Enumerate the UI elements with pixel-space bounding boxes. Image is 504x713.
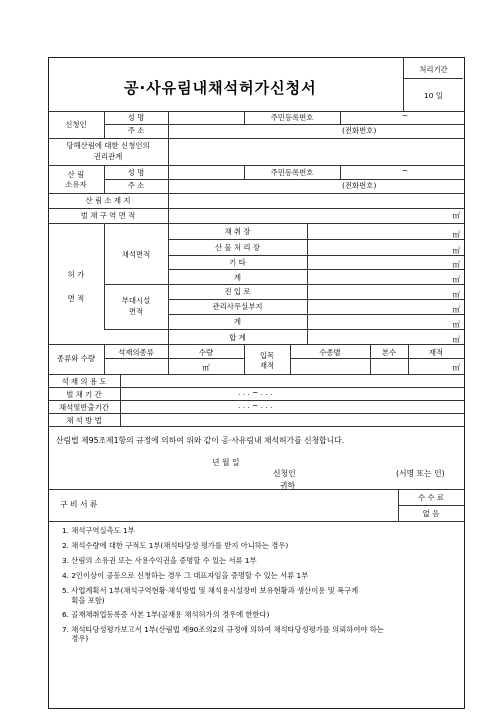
other-area-label: 기 타: [229, 258, 246, 267]
document-item: 7. 채석타당성평가보고서 1부(산림법 제90조의2의 규정에 의하여 채석타당성평가를 의뢰하여야 하는: [62, 624, 384, 634]
annex-subtotal-label: 계: [233, 317, 242, 326]
annex-area-label-line1: 부대시설: [121, 296, 151, 305]
permit-area-label-line2: 면 적: [67, 294, 85, 303]
stone-kind-header: 석재의종류: [118, 348, 154, 357]
kind-quantity-label: 종류와 수량: [56, 354, 96, 363]
forest-location-label: 산 림 소 재 지: [85, 196, 131, 205]
relation-label-line1: 당해산림에 대한 신청인의: [66, 141, 150, 150]
stone-processing-site-label: 산 물 처 리 장: [214, 243, 261, 252]
document-item: 6. 골재채취업등록증 사본 1부(골재용 채석허가의 경우에 한한다): [62, 609, 270, 619]
fee-label: 수 수 료: [417, 493, 445, 502]
cut-area-label: 벌 채 구 역 면 적: [80, 211, 136, 220]
tree-species-header: 수종별: [319, 348, 341, 357]
cut-area-unit: ㎡: [452, 211, 460, 220]
quarry-method-label: 채 석 방 법: [66, 416, 102, 425]
office-site-unit: ㎡: [452, 305, 460, 314]
application-statement: 산림법 제95조제1항의 규정에 의하여 위와 같이 공·사유림내 채석허가를 신청합니다.: [56, 436, 345, 445]
document-item: 2. 채석수량에 대한 구적도 1부(채석타당성 평가를 받지 아니하는 경우): [62, 541, 289, 550]
owner-label-line2: 소유자: [65, 180, 87, 189]
relation-label-line2: 권리관계: [93, 152, 123, 161]
cut-period-label: 벌 채 기 간: [66, 390, 102, 399]
sign-or-seal: (서명 또는 인): [396, 469, 445, 478]
quantity-unit: ㎡: [202, 363, 210, 372]
applicant-name-label: 성 명: [127, 113, 145, 122]
quantity-header: 수량: [198, 348, 214, 357]
standing-volume-label-line2: 재적: [259, 361, 275, 370]
document-item: 1. 채석구역실측도 1부: [62, 526, 135, 535]
document-item: 획을 포함): [62, 595, 105, 605]
owner-name-label: 성 명: [127, 168, 145, 177]
export-period-dates: . . . ~ . . .: [238, 401, 273, 410]
owner-resident-no-tilde: ~: [401, 166, 409, 175]
document-item: 4. 2인이상이 공동으로 신청하는 경우 그 대표자임을 증명할 수 있는 서류 1부: [62, 571, 309, 580]
applicant-resident-no-tilde: ~: [401, 111, 409, 120]
owner-resident-no-label: 주민등록번호: [270, 168, 314, 177]
volume-unit: ㎡: [452, 363, 460, 372]
recipient-label: 귀하: [280, 481, 296, 490]
other-area-unit: ㎡: [452, 260, 460, 269]
form-title: 공·사유림내채석허가신청서: [124, 79, 317, 97]
applicant-label: 신청인: [65, 120, 87, 129]
volume-header: 재적: [428, 348, 444, 357]
access-road-label: 진 입 로: [224, 287, 251, 296]
fee-value: 없 음: [422, 509, 440, 518]
applicant-resident-no-label: 주민등록번호: [270, 113, 314, 122]
document-item: 3. 산림의 소유권 또는 사용수익권을 증명할 수 있는 서류 1부: [62, 556, 257, 565]
export-period-label: 채석및반출기간: [59, 403, 109, 412]
quarry-site-label: 채 취 장: [224, 227, 251, 236]
total-area-label: 합 계: [229, 333, 246, 342]
stone-usage-label: 석 재 의 용 도: [61, 377, 107, 386]
quarry-subtotal-label: 계: [233, 273, 242, 282]
annex-subtotal-unit: ㎡: [452, 320, 460, 329]
stone-processing-site-unit: ㎡: [452, 246, 460, 255]
applicant-signature-label: 신청인: [273, 469, 296, 478]
cut-period-dates: . . . ~ . . .: [238, 388, 273, 397]
quarry-site-unit: ㎡: [452, 230, 460, 239]
owner-label-line1: 산 림: [67, 170, 85, 179]
quarry-subtotal-unit: ㎡: [452, 275, 460, 284]
document-item: 경우): [62, 634, 89, 643]
document-item: 5. 사업계획서 1부(채석구역현황·채석방법 및 채석용시설장비 보유현황과 생산이용 및 복구계: [62, 586, 359, 595]
processing-period-label: 처리기간: [419, 65, 448, 74]
quarry-area-label: 채석면적: [121, 250, 151, 259]
required-documents-heading: 구 비 서 류: [60, 500, 98, 509]
tree-count-header: 본수: [381, 348, 397, 357]
owner-address-label: 주 소: [127, 181, 145, 190]
annex-area-label-line2: 면적: [128, 307, 144, 316]
applicant-phone-label: (전화번호): [342, 126, 377, 135]
office-site-label: 관리사무실부지: [212, 302, 263, 311]
required-documents-list: [62, 526, 458, 644]
applicant-address-label: 주 소: [127, 126, 145, 135]
access-road-unit: ㎡: [452, 290, 460, 299]
permit-area-label-line1: 허 가: [67, 270, 85, 279]
total-area-unit: ㎡: [452, 335, 460, 344]
processing-period-value: 10 일: [424, 91, 443, 100]
owner-phone-label: (전화번호): [342, 181, 377, 190]
standing-volume-label-line1: 입목: [259, 351, 275, 360]
application-date: 년 월 일: [212, 458, 240, 467]
